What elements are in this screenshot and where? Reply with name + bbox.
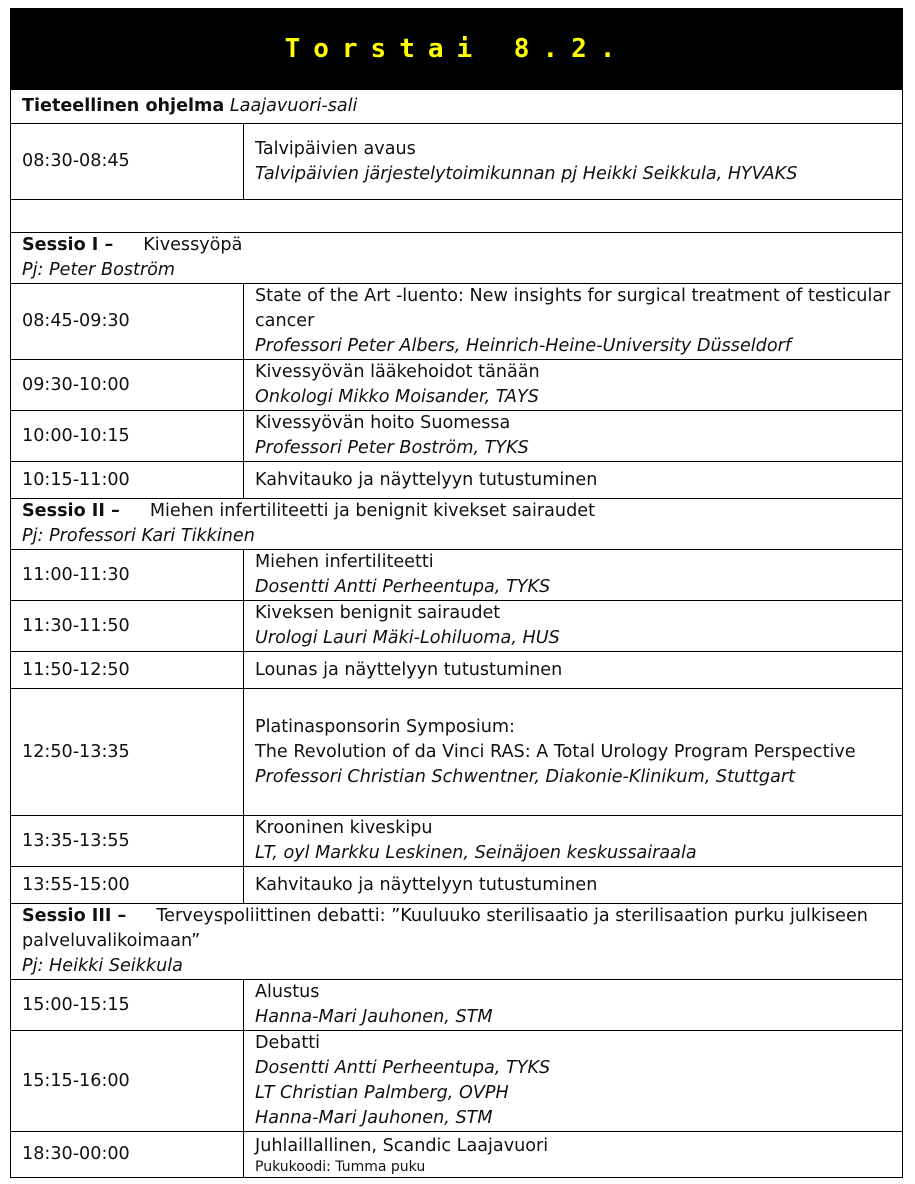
item-title: Platinasponsorin Symposium: [255, 716, 515, 737]
table-row [11, 980, 903, 1031]
item-title: Talvipäivien avaus [255, 138, 416, 159]
page-title: Torstai 8.2. [11, 9, 903, 90]
table-row [11, 284, 903, 360]
item-speaker: Talvipäivien järjestelytoimikunnan pj Heikki Seikkula, HYVAKS [255, 163, 798, 184]
session-chair: Pj: Peter Boström [22, 260, 176, 280]
item-speaker: Dosentti Antti Perheentupa, TYKS [255, 577, 551, 597]
time-cell: 10:00-10:15 [11, 411, 244, 462]
time-cell: 13:35-13:55 [11, 816, 244, 867]
item-title: Krooninen kiveskipu [255, 818, 433, 838]
time-cell: 10:15-11:00 [11, 462, 244, 499]
table-row [11, 689, 903, 816]
time-cell: 15:00-15:15 [11, 980, 244, 1031]
session-label: Sessio II – [22, 501, 120, 521]
table-row [11, 550, 903, 601]
item-title: State of the Art -luento: New insights for surgical treatment of testicular cancer [255, 286, 891, 331]
time-cell: 15:15-16:00 [11, 1031, 244, 1132]
item-speaker: Dosentti Antti Perheentupa, TYKS [255, 1058, 551, 1078]
table-row [11, 1031, 903, 1132]
dress-code-note: Pukukoodi: Tumma puku [255, 1158, 426, 1175]
item-speaker: Urologi Lauri Mäki-Lohiluoma, HUS [255, 628, 560, 648]
time-cell: 11:30-11:50 [11, 601, 244, 652]
session-header [11, 233, 903, 284]
item-title: Juhlaillallinen, Scandic Laajavuori [255, 1135, 549, 1156]
item-speaker: Professori Peter Boström, TYKS [255, 438, 529, 458]
item-speaker: Professori Christian Schwentner, Diakonie-Klinikum, Stuttgart [255, 766, 795, 787]
table-row [11, 360, 903, 411]
table-row [11, 1132, 903, 1178]
item-speaker: Hanna-Mari Jauhonen, STM [255, 1108, 493, 1128]
item-title: Kivessyövän lääkehoidot tänään [255, 362, 540, 382]
table-row [11, 411, 903, 462]
title-row [11, 9, 903, 90]
time-cell: 11:00-11:30 [11, 550, 244, 601]
session-chair: Pj: Heikki Seikkula [22, 956, 183, 976]
item-speaker: Professori Peter Albers, Heinrich-Heine-University Düsseldorf [255, 336, 792, 356]
table-row [11, 816, 903, 867]
item-title: Lounas ja näyttelyyn tutustuminen [244, 652, 903, 689]
table-row [11, 462, 903, 499]
time-cell: 11:50-12:50 [11, 652, 244, 689]
session-header [11, 499, 903, 550]
table-row [11, 124, 903, 200]
session-chair: Pj: Professori Kari Tikkinen [22, 526, 255, 546]
time-cell: 13:55-15:00 [11, 867, 244, 904]
item-title: Kiveksen benignit sairaudet [255, 603, 501, 623]
item-subtitle: The Revolution of da Vinci RAS: A Total Urology Program Perspective [255, 741, 856, 762]
item-title: Miehen infertiliteetti [255, 552, 434, 572]
item-speaker: LT, oyl Markku Leskinen, Seinäjoen keskussairaala [255, 843, 697, 863]
session-header [11, 904, 903, 980]
program-venue: Laajavuori-sali [229, 96, 358, 116]
table-row [11, 652, 903, 689]
session-label: Sessio I – [22, 235, 114, 255]
session-topic: Terveyspoliittinen debatti: ”Kuuluuko sterilisaatio ja sterilisaation purku julkiseen palveluvalikoimaan” [22, 906, 868, 951]
session-label: Sessio III – [22, 906, 127, 926]
item-speaker: LT Christian Palmberg, OVPH [255, 1083, 509, 1103]
item-speaker: Hanna-Mari Jauhonen, STM [255, 1007, 493, 1027]
table-row [11, 867, 903, 904]
item-title: Kahvitauko ja näyttelyyn tutustuminen [244, 867, 903, 904]
time-cell: 18:30-00:00 [11, 1132, 244, 1178]
item-title: Kahvitauko ja näyttelyyn tutustuminen [244, 462, 903, 499]
item-title: Debatti [255, 1033, 321, 1053]
blank-row [11, 200, 903, 233]
item-speaker: Onkologi Mikko Moisander, TAYS [255, 387, 539, 407]
session-topic: Kivessyöpä [143, 235, 243, 255]
session-topic: Miehen infertiliteetti ja benignit kivekset sairaudet [149, 501, 595, 521]
program-header-row [11, 90, 903, 124]
schedule-table [10, 8, 903, 1178]
time-cell: 08:45-09:30 [11, 284, 244, 360]
time-cell: 08:30-08:45 [11, 124, 244, 200]
time-cell: 12:50-13:35 [11, 689, 244, 816]
item-title: Alustus [255, 982, 320, 1002]
time-cell: 09:30-10:00 [11, 360, 244, 411]
item-title: Kivessyövän hoito Suomessa [255, 413, 511, 433]
table-row [11, 601, 903, 652]
program-label: Tieteellinen ohjelma [22, 96, 225, 116]
